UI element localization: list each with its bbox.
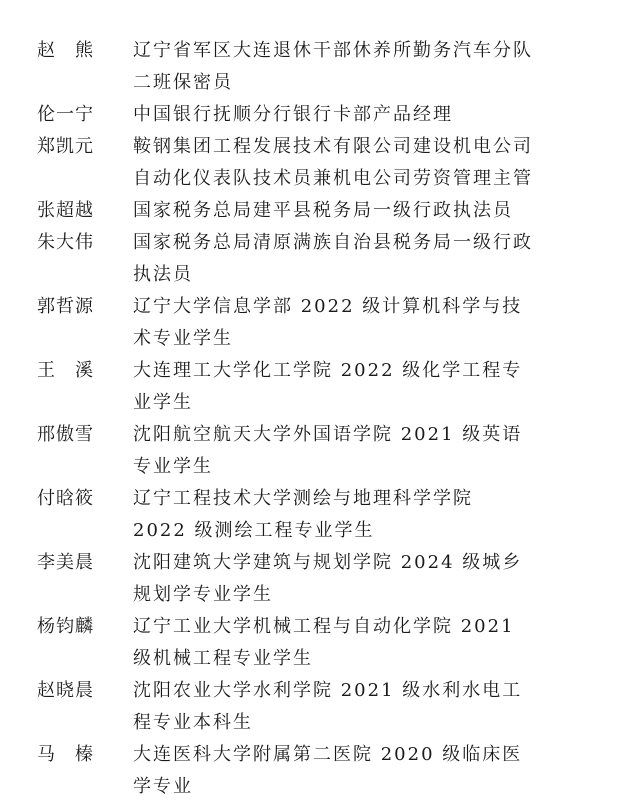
person-description: 辽宁工业大学机械工程与自动化学院 2021 级机械工程专业学生 (133, 616, 515, 669)
list-item (0, 547, 633, 611)
person-name: 赵晓晨 (37, 680, 94, 701)
list-item (0, 419, 633, 483)
person-description: 辽宁大学信息学部 2022 级计算机科学与技术专业学生 (133, 296, 523, 349)
person-name: 马 榛 (37, 744, 94, 765)
person-description: 国家税务总局建平县税务局一级行政执法员 (133, 200, 513, 221)
list-item (0, 675, 633, 739)
person-description: 大连理工大学化工学院 2022 级化学工程专业学生 (133, 360, 523, 413)
person-name: 赵 熊 (37, 40, 94, 61)
person-description: 大连医科大学附属第二医院 2020 级临床医学专业 (133, 744, 523, 797)
person-description: 沈阳航空航天大学外国语学院 2021 级英语专业学生 (133, 424, 523, 477)
list-item (0, 195, 633, 227)
list-item (0, 611, 633, 675)
list-item (0, 227, 633, 291)
person-description: 鞍钢集团工程发展技术有限公司建设机电公司自动化仪表队技术员兼机电公司劳资管理主管 (133, 136, 533, 189)
list-item (0, 291, 633, 355)
name-list (0, 35, 633, 803)
list-item (0, 131, 633, 195)
person-name: 付晗筱 (37, 488, 94, 509)
person-description: 辽宁工程技术大学测绘与地理科学学院 2022 级测绘工程专业学生 (133, 488, 473, 541)
person-description: 中国银行抚顺分行银行卡部产品经理 (133, 104, 453, 125)
person-name: 郑凯元 (37, 136, 94, 157)
list-item (0, 483, 633, 547)
list-item (0, 355, 633, 419)
list-item (0, 739, 633, 803)
person-description: 沈阳建筑大学建筑与规划学院 2024 级城乡规划学专业学生 (133, 552, 523, 605)
person-name: 王 溪 (37, 360, 94, 381)
person-name: 李美晨 (37, 552, 94, 573)
list-item (0, 35, 633, 99)
person-name: 郭哲源 (37, 296, 94, 317)
person-description: 辽宁省军区大连退休干部休养所勤务汽车分队二班保密员 (133, 40, 533, 93)
person-name: 朱大伟 (37, 232, 94, 253)
list-item (0, 99, 633, 131)
person-description: 沈阳农业大学水利学院 2021 级水利水电工程专业本科生 (133, 680, 523, 733)
person-name: 杨钧麟 (37, 616, 94, 637)
person-name: 邢傲雪 (37, 424, 94, 445)
person-description: 国家税务总局清原满族自治县税务局一级行政执法员 (133, 232, 533, 285)
person-name: 伦一宁 (37, 104, 94, 125)
person-name: 张超越 (37, 200, 94, 221)
